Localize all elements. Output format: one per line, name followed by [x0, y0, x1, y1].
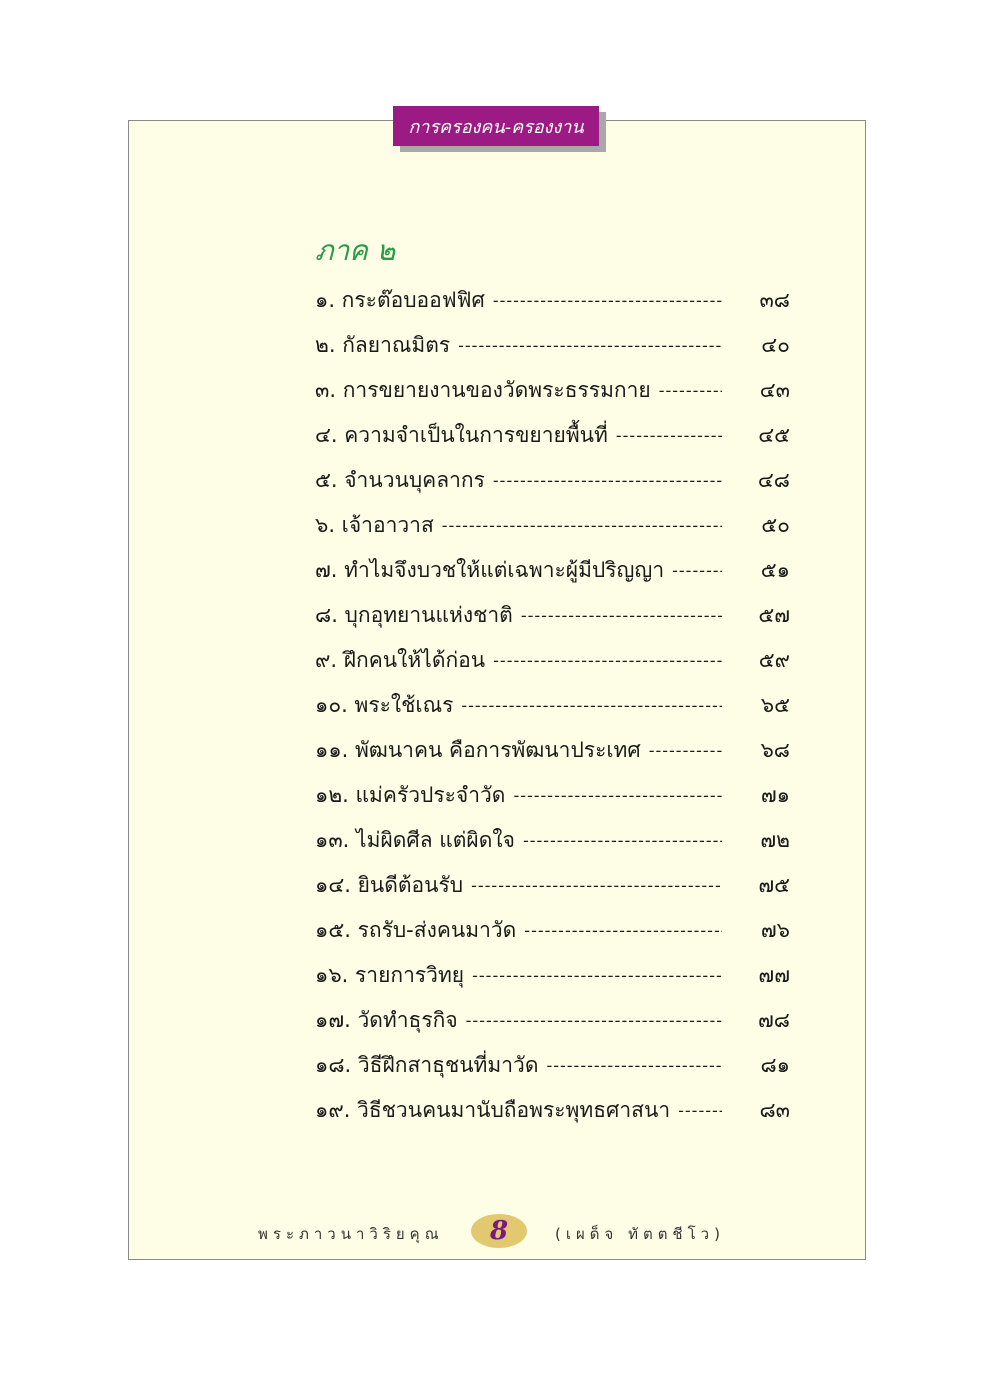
- footer-author: พระภาวนาวิริยคุณ: [258, 1225, 444, 1243]
- toc-item-page: ๖๕: [760, 693, 790, 717]
- toc-item-page: ๔๓: [759, 378, 790, 402]
- toc-dot-leader: [524, 921, 722, 940]
- toc-item-title: ๑๓. ไม่ผิดศีล แต่ผิดใจ: [315, 828, 515, 852]
- toc-dot-leader: [458, 336, 722, 355]
- toc-item-page: ๓๘: [759, 288, 790, 312]
- toc-dot-leader: [493, 291, 722, 310]
- toc-item-title: ๗. ทำไมจึงบวชให้แต่เฉพาะผู้มีปริญญา: [315, 558, 665, 582]
- toc-item[interactable]: [315, 278, 790, 323]
- toc-item[interactable]: [315, 818, 790, 863]
- toc-item-title: ๑๐. พระใช้เณร: [315, 693, 454, 717]
- toc-dot-leader: [616, 426, 722, 445]
- toc-item-page: ๘๑: [760, 1053, 790, 1077]
- toc-dot-leader: [678, 1101, 722, 1120]
- toc-item[interactable]: [315, 728, 790, 773]
- toc-item[interactable]: [315, 593, 790, 638]
- toc-item-title: ๒. กัลยาณมิตร: [315, 333, 451, 357]
- toc-dot-leader: [472, 966, 722, 985]
- toc-dot-leader: [546, 1056, 722, 1075]
- toc-item-title: ๑๖. รายการวิทยุ: [315, 963, 465, 987]
- toc-item-title: ๑๕. รถรับ-ส่งคนมาวัด: [315, 918, 517, 942]
- toc-dot-leader: [471, 876, 722, 895]
- toc-item[interactable]: [315, 998, 790, 1043]
- toc-item[interactable]: [315, 368, 790, 413]
- toc-item-page: ๕๐: [761, 513, 790, 537]
- toc-item-title: ๑. กระต๊อบออฟฟิศ: [315, 288, 485, 312]
- toc-item-page: ๗๘: [758, 1008, 790, 1032]
- toc-item[interactable]: [315, 863, 790, 908]
- toc-dot-leader: [461, 696, 722, 715]
- toc-item-page: ๔๕: [758, 423, 790, 447]
- toc-item-page: ๗๒: [760, 828, 790, 852]
- toc-item[interactable]: [315, 323, 790, 368]
- toc-item-title: ๔. ความจำเป็นในการขยายพื้นที่: [315, 423, 608, 447]
- toc-item-title: ๑๘. วิธีฝึกสาธุชนที่มาวัด: [315, 1053, 539, 1077]
- table-of-contents: [315, 278, 790, 1133]
- toc-item[interactable]: [315, 1088, 790, 1133]
- toc-dot-leader: [493, 471, 722, 490]
- toc-item[interactable]: [315, 683, 790, 728]
- toc-item-title: ๕. จำนวนบุคลากร: [315, 468, 485, 492]
- toc-item[interactable]: [315, 953, 790, 998]
- toc-item[interactable]: [315, 548, 790, 593]
- header-tab: การครองคน-ครองงาน: [393, 106, 599, 146]
- toc-item-page: ๗๑: [760, 783, 790, 807]
- toc-dot-leader: [513, 786, 722, 805]
- toc-item[interactable]: [315, 413, 790, 458]
- toc-item[interactable]: [315, 458, 790, 503]
- toc-item-page: ๘๓: [759, 1098, 790, 1122]
- toc-dot-leader: [523, 831, 722, 850]
- toc-dot-leader: [649, 741, 722, 760]
- toc-item-page: ๕๙: [758, 648, 790, 672]
- toc-item-title: ๖. เจ้าอาวาส: [315, 513, 434, 537]
- toc-dot-leader: [442, 516, 722, 535]
- toc-item-title: ๑๗. วัดทำธุรกิจ: [315, 1008, 458, 1032]
- footer-page-number: 8: [471, 1214, 527, 1248]
- toc-item-title: ๑๑. พัฒนาคน คือการพัฒนาประเทศ: [315, 738, 641, 762]
- toc-item-page: ๗๗: [758, 963, 790, 987]
- toc-dot-leader: [493, 651, 722, 670]
- toc-item[interactable]: [315, 773, 790, 818]
- toc-dot-leader: [466, 1011, 722, 1030]
- toc-item-title: ๑๔. ยินดีต้อนรับ: [315, 873, 464, 897]
- toc-dot-leader: [672, 561, 722, 580]
- footer-author-name: (เผด็จ ทัตตชีโว): [555, 1225, 725, 1243]
- toc-dot-leader: [659, 381, 722, 400]
- toc-item-title: ๓. การขยายงานของวัดพระธรรมกาย: [315, 378, 651, 402]
- toc-item-title: ๘. บุกอุทยานแห่งชาติ: [315, 603, 513, 627]
- toc-item-page: ๖๘: [760, 738, 790, 762]
- toc-item[interactable]: [315, 1043, 790, 1088]
- toc-item[interactable]: [315, 908, 790, 953]
- toc-item-page: ๔๘: [757, 468, 790, 492]
- toc-item-page: ๔๐: [761, 333, 790, 357]
- toc-dot-leader: [521, 606, 722, 625]
- toc-item[interactable]: [315, 638, 790, 683]
- toc-item-title: ๙. ฝึกคนให้ได้ก่อน: [315, 648, 486, 672]
- section-heading: ภาค ๒: [315, 234, 396, 267]
- toc-item-page: ๗๕: [758, 873, 790, 897]
- toc-item-title: ๑๙. วิธีชวนคนมานับถือพระพุทธศาสนา: [315, 1098, 671, 1122]
- toc-item-title: ๑๒. แม่ครัวประจำวัด: [315, 783, 506, 807]
- toc-item-page: ๕๗: [758, 603, 790, 627]
- toc-item[interactable]: [315, 503, 790, 548]
- toc-item-page: ๕๑: [760, 558, 790, 582]
- toc-item-page: ๗๖: [760, 918, 790, 942]
